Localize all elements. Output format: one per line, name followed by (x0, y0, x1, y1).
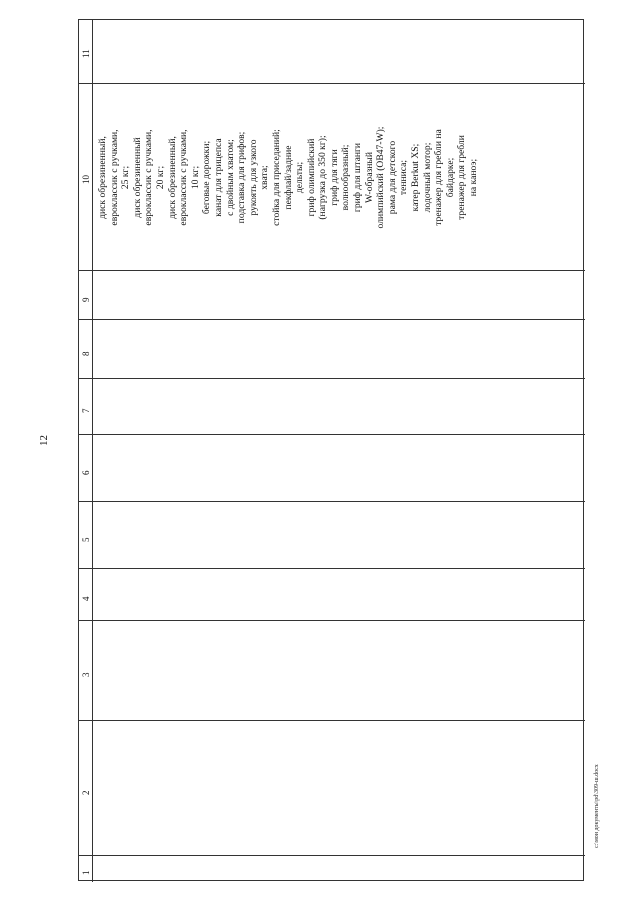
table-column-4 (79, 569, 585, 621)
table-column-1 (79, 856, 585, 882)
column-number-10: 10 (81, 175, 91, 184)
equipment-item: канат для трицепса (212, 138, 224, 217)
column-header-4 (79, 569, 93, 620)
footer-file-path: c:\мои документы\pd\309-ш.docx (594, 764, 600, 848)
table-column-9 (79, 271, 585, 320)
column-number-1: 1 (81, 870, 91, 875)
equipment-item: лодочный мотор; (421, 142, 433, 213)
equipment-item: диск обрезиненный, (166, 136, 178, 219)
equipment-item: стойка для приседаний; (270, 129, 282, 226)
equipment-item: олимпийский (OB47-W); (375, 126, 387, 229)
equipment-list (95, 84, 581, 271)
column-header-5 (79, 502, 93, 568)
column-number-9: 9 (81, 297, 91, 302)
column-number-6: 6 (81, 470, 91, 475)
column-number-8: 8 (81, 351, 91, 356)
equipment-item: диск обрезиненный (131, 137, 143, 218)
column-header-6 (79, 435, 93, 501)
equipment-item: евроклассик с ручками, (178, 129, 190, 226)
column-number-7: 7 (81, 408, 91, 413)
equipment-item: рама для детского (386, 140, 398, 215)
equipment-item: подставка для грифов; (236, 131, 248, 224)
table-column-2 (79, 721, 585, 856)
equipment-item: на каноэ; (468, 158, 479, 197)
equipment-item: 25 кг; (120, 165, 132, 190)
equipment-item: евроклассик с ручками, (108, 129, 120, 226)
equipment-item: байдарке; (444, 157, 456, 198)
equipment-item: гриф для тяги (328, 149, 340, 206)
equipment-item: тенниса; (398, 159, 410, 196)
equipment-item: рукоять для узкого (247, 139, 259, 216)
equipment-item: евроклассик с ручками, (143, 129, 155, 226)
column-number-5: 5 (81, 537, 91, 542)
column-header-7 (79, 379, 93, 434)
column-number-3: 3 (81, 672, 91, 677)
column-number-2: 2 (81, 790, 91, 795)
table-column-7 (79, 379, 585, 435)
equipment-item: 10 кг; (189, 165, 201, 190)
column-header-1 (79, 856, 93, 882)
equipment-table (78, 19, 584, 881)
column-number-4: 4 (81, 596, 91, 601)
equipment-item: W-образный (363, 152, 375, 203)
equipment-item: 20 кг; (154, 165, 166, 190)
equipment-item: (нагрузка до 350 кг); (317, 135, 329, 220)
equipment-item: гриф для штанги (352, 142, 364, 213)
column-header-9 (79, 271, 93, 319)
equipment-item: пекфлай/задние (282, 145, 294, 210)
equipment-item: тренажер для гребли (456, 135, 468, 220)
equipment-item: хвата; (259, 165, 271, 190)
table-column-6 (79, 435, 585, 502)
table-column-11 (79, 20, 585, 84)
page-number: 12 (38, 435, 50, 446)
column-header-8 (79, 320, 93, 378)
column-header-2 (79, 721, 93, 855)
equipment-item: с двойным хватом; (224, 139, 236, 216)
equipment-item: диск обрезиненный, (97, 136, 108, 219)
table-column-8 (79, 320, 585, 379)
table-column-10 (79, 84, 585, 271)
equipment-item: катер Berkut XS; (410, 143, 422, 212)
equipment-item: гриф олимпийский (305, 138, 317, 217)
column-number-11: 11 (81, 49, 91, 58)
equipment-item: дельты; (294, 161, 306, 194)
equipment-item: беговые дорожки; (201, 140, 213, 215)
equipment-item: тренажер для гребли на (433, 129, 445, 226)
equipment-item: волнообразный; (340, 144, 352, 211)
column-header-3 (79, 621, 93, 720)
table-column-5 (79, 502, 585, 569)
table-column-3 (79, 621, 585, 721)
